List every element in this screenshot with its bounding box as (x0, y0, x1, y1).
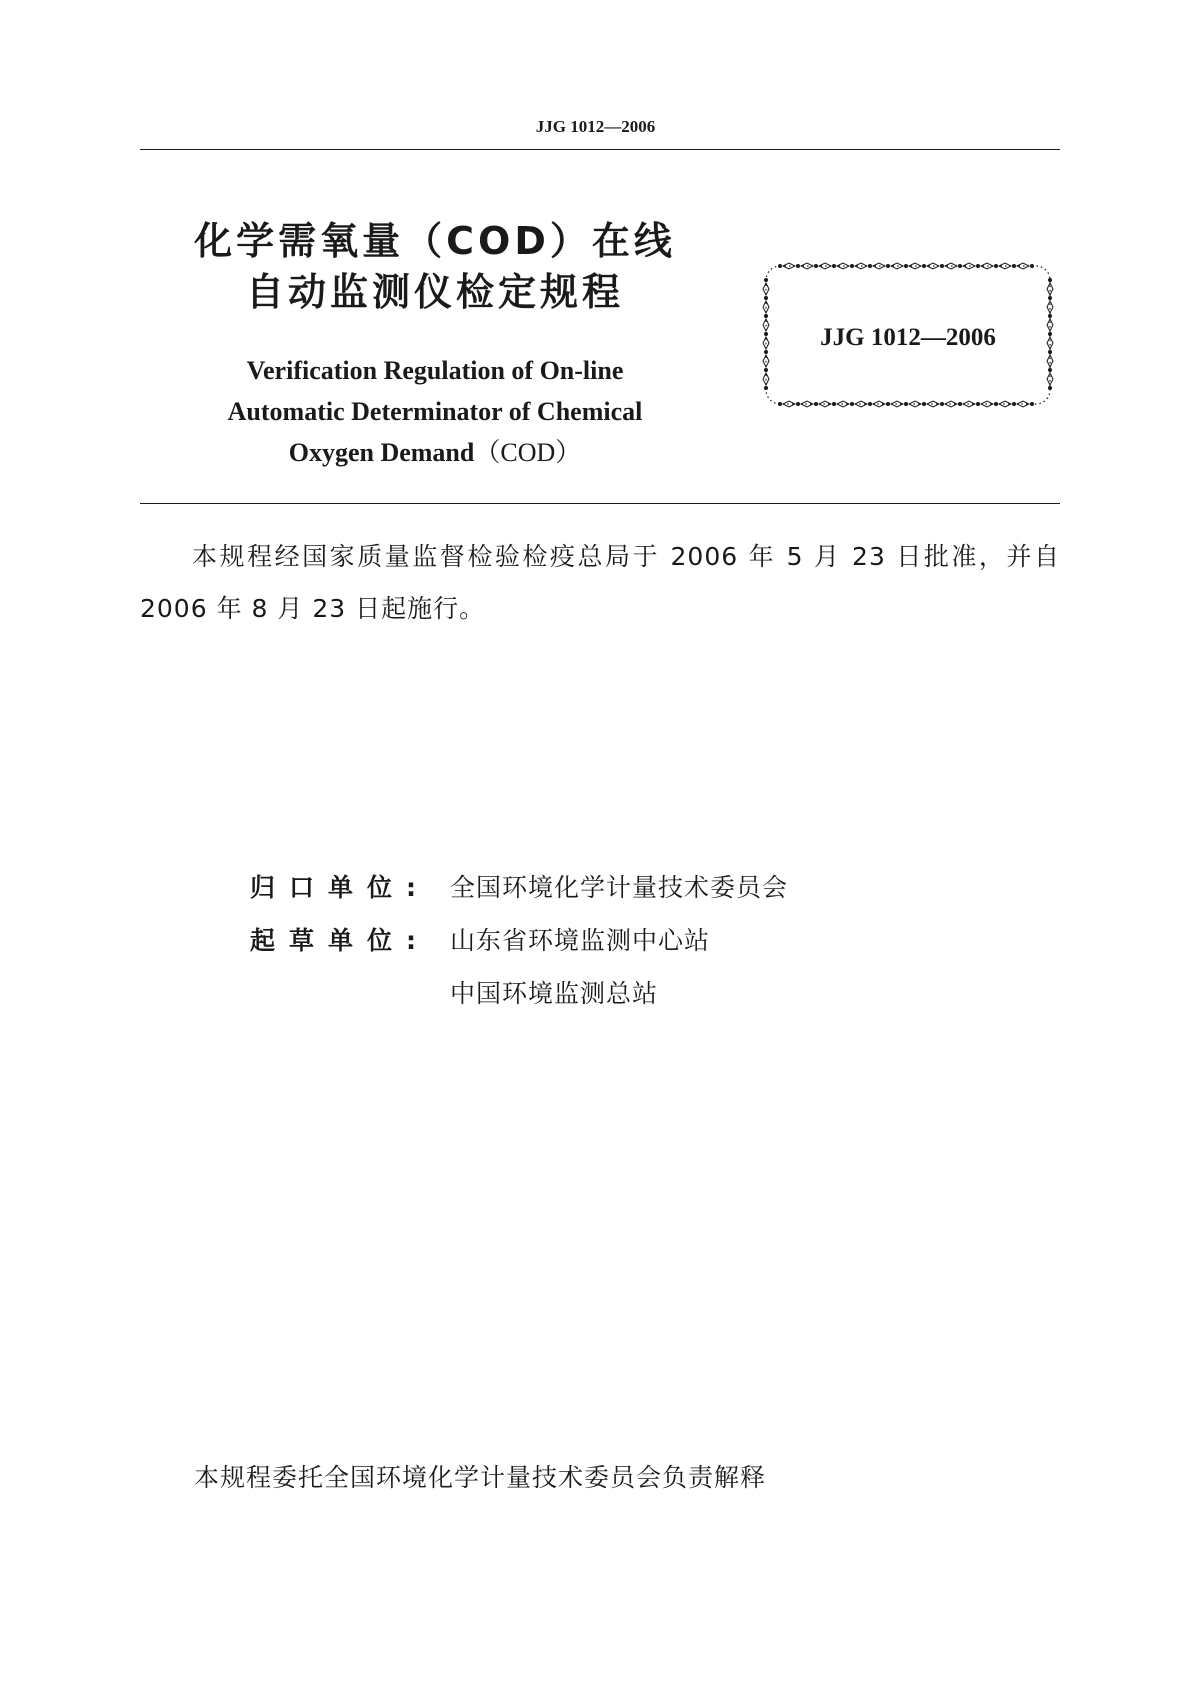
frame-dot (814, 402, 818, 406)
title-zh-line1: 化学需氧量（COD）在线 (194, 219, 676, 263)
frame-dot (778, 264, 782, 268)
frame-dot (958, 264, 962, 268)
responsible-unit-row (250, 875, 788, 900)
frame-diamond (945, 401, 957, 407)
frame-dot (1048, 386, 1052, 390)
frame-dot (764, 314, 768, 318)
frame-dot (1030, 402, 1034, 406)
drafting-unit-row (250, 928, 710, 953)
frame-dot (1048, 368, 1052, 372)
frame-diamond (1047, 373, 1053, 385)
frame-diamond (1047, 283, 1053, 295)
frame-dot (764, 296, 768, 300)
frame-dot (904, 264, 908, 268)
title-en-line1: Verification Regulation of On-line (246, 356, 624, 385)
title-en-line2: Automatic Determinator of Chemical (227, 397, 643, 426)
responsible-unit-value: 全国环境化学计量技术委员会 (450, 873, 789, 902)
frame-dot (940, 402, 944, 406)
frame-dot (976, 264, 980, 268)
drafting-unit-label: 起草单位: (250, 926, 430, 955)
frame-dot (1048, 278, 1052, 282)
title-en-line3-paren: （COD） (474, 438, 582, 467)
frame-diamond (981, 401, 993, 407)
frame-diamond (1017, 401, 1029, 407)
frame-dot (886, 264, 890, 268)
frame-dot (994, 402, 998, 406)
frame-dot (868, 264, 872, 268)
frame-dot (850, 402, 854, 406)
frame-diamond (1047, 301, 1053, 313)
frame-dot (994, 264, 998, 268)
frame-dot (796, 264, 800, 268)
frame-dot (832, 402, 836, 406)
frame-diamond (963, 401, 975, 407)
frame-dot (814, 264, 818, 268)
drafting-unit-row-2 (250, 981, 658, 1006)
frame-dot (922, 264, 926, 268)
frame-diamond (855, 401, 867, 407)
frame-dot (868, 402, 872, 406)
frame-diamond (927, 401, 939, 407)
frame-dot (1012, 264, 1016, 268)
frame-dot (796, 402, 800, 406)
drafting-unit-value-1: 山东省环境监测中心站 (450, 926, 711, 955)
frame-dot (940, 264, 944, 268)
frame-dot (1030, 264, 1034, 268)
frame-dot (778, 402, 782, 406)
frame-dot (1048, 314, 1052, 318)
header-rule (140, 149, 1060, 150)
title-en-line3 (140, 440, 730, 466)
responsible-unit-label: 归口单位: (250, 873, 430, 902)
frame-dot (764, 278, 768, 282)
frame-diamond (819, 401, 831, 407)
frame-diamond (783, 401, 795, 407)
title-zh-line2: 自动监测仪检定规程 (245, 270, 624, 314)
frame-dot (958, 402, 962, 406)
frame-dot (976, 402, 980, 406)
frame-dot (1012, 402, 1016, 406)
code-box-code: JJG 1012—2006 (820, 324, 996, 351)
frame-dot (1048, 296, 1052, 300)
frame-diamond (909, 401, 921, 407)
footer-note: 本规程委托全国环境化学计量技术委员会负责解释 (194, 1463, 767, 1492)
frame-diamond (999, 401, 1011, 407)
frame-diamond (837, 401, 849, 407)
frame-dot (832, 264, 836, 268)
frame-dot (904, 402, 908, 406)
code-box (760, 260, 1056, 410)
frame-diamond (801, 401, 813, 407)
title-en-line3-text: Oxygen Demand (288, 438, 475, 467)
frame-dot (922, 402, 926, 406)
header-code: JJG 1012—2006 (535, 117, 656, 136)
title-rule (140, 503, 1060, 504)
frame-dot (764, 386, 768, 390)
frame-diamond (873, 401, 885, 407)
frame-diamond (1047, 355, 1053, 367)
frame-diamond (891, 401, 903, 407)
drafting-unit-value-2: 中国环境监测总站 (450, 979, 659, 1008)
frame-dot (886, 402, 890, 406)
approval-text: 本规程经国家质量监督检验检疫总局于 2006 年 5 月 23 日批准，并自 2006 年 8 月 23 日起施行。 (140, 542, 1060, 623)
frame-dot (850, 264, 854, 268)
frame-dot (764, 368, 768, 372)
